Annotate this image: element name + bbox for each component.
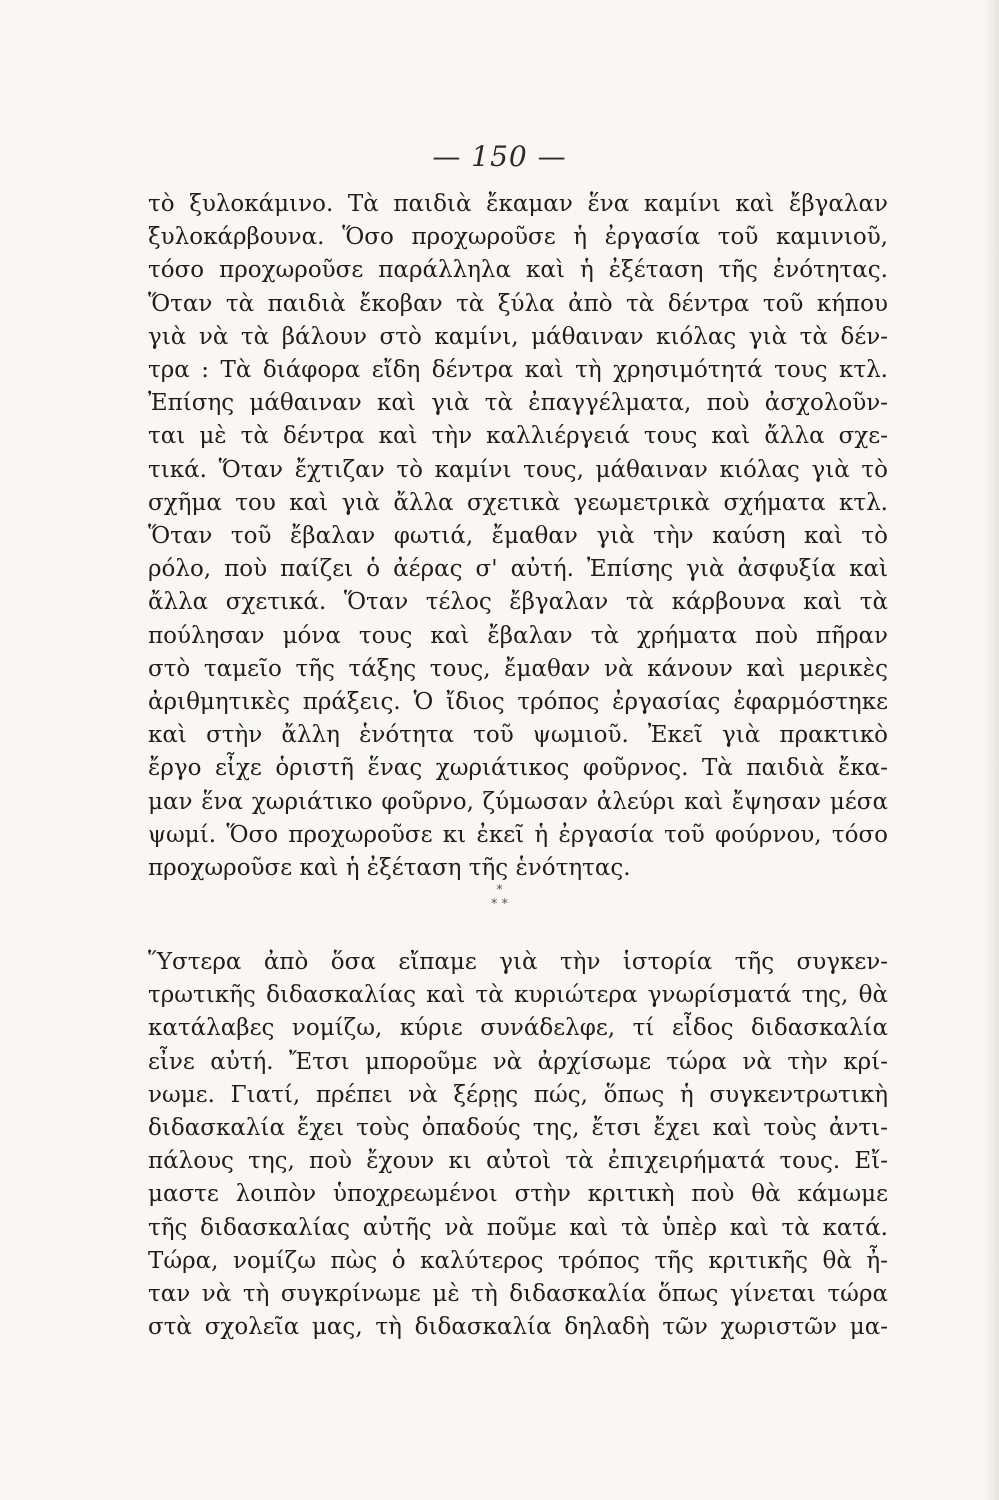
text-line: μαστε λοιπὸν ὑποχρεωμένοι στὴν κριτικὴ ποὺ θὰ κάμωμε [148,1181,888,1208]
text-line: στὰ σχολεῖα μας, τὴ διδασκαλία δηλαδὴ τῶν χωριστῶν μα- [148,1314,888,1341]
text-line: Ὅταν τὰ παιδιὰ ἔκοβαν τὰ ξύλα ἀπὸ τὰ δέντρα τοῦ κήπου [148,290,888,317]
text-line: Τώρα, νομίζω πὼς ὁ καλύτερος τρόπος τῆς κριτικῆς θὰ ἦ- [148,1247,888,1274]
text-line: προχωροῦσε καὶ ἡ ἐξέταση τῆς ἑνότητας. [148,855,631,882]
text-line: ἀριθμητικὲς πράξεις. Ὁ ἴδιος τρόπος ἐργασίας ἐφαρμόστηκε [148,689,888,716]
text-line: πούλησαν μόνα τους καὶ ἔβαλαν τὰ χρήματα ποὺ πῆραν [148,622,888,649]
text-line: ἔργο εἶχε ὁριστῆ ἕνας χωριάτικος φοῦρνος. Τὰ παιδιὰ ἔκα- [148,755,888,782]
text-line: τρωτικῆς διδασκαλίας καὶ τὰ κυριώτερα γνωρίσματά της, θὰ [148,982,888,1009]
text-line: ξυλοκάρβουνα. Ὅσο προχωροῦσε ἡ ἐργασία τοῦ καμινιοῦ, [148,224,888,251]
text-line: πάλους της, ποὺ ἔχουν κι αὐτοὶ τὰ ἐπιχειρήματά τους. Εἴ- [148,1148,888,1175]
text-line: τῆς διδασκαλίας αὐτῆς νὰ ποῦμε καὶ τὰ ὑπὲρ καὶ τὰ κατά. [148,1214,888,1241]
text-line: Ὕστερα ἀπὸ ὅσα εἴπαμε γιὰ τὴν ἱστορία τῆς συγκεν- [148,949,888,975]
text-line: εἶνε αὐτή. Ἔτσι μποροῦμε νὰ ἀρχίσωμε τώρα νὰ τὴν κρί- [148,1048,888,1075]
text-line: ἄλλα σχετικά. Ὅταν τέλος ἔβγαλαν τὰ κάρβουνα καὶ τὰ [148,589,888,616]
text-line: μαν ἕνα χωριάτικο φοῦρνο, ζύμωσαν ἀλεύρι καὶ ἔψησαν μέσα [148,788,888,815]
page-binding-shadow [985,0,999,1500]
paragraph-2 [148,946,888,1344]
text-line: στὸ ταμεῖο τῆς τάξης τους, ἔμαθαν νὰ κάνουν καὶ μερικὲς [148,655,888,682]
text-line: σχῆμα του καὶ γιὰ ἄλλα σχετικὰ γεωμετρικὰ σχήματα κτλ. [148,489,888,516]
page-number: — 150 — [432,140,567,173]
text-line: ψωμί. Ὅσο προχωροῦσε κι ἐκεῖ ἡ ἐργασία τοῦ φούρνου, τόσο [148,821,888,848]
text-line: ται μὲ τὰ δέντρα καὶ τὴν καλλιέργειά τους καὶ ἄλλα σχε- [148,423,888,450]
text-line: καὶ στὴν ἄλλη ἑνότητα τοῦ ψωμιοῦ. Ἐκεῖ γιὰ πρακτικὸ [148,722,888,749]
text-line: Ἐπίσης μάθαιναν καὶ γιὰ τὰ ἐπαγγέλματα, ποὺ ἀσχολοῦν- [148,390,888,417]
separator-top-asterisk: * [496,883,503,898]
text-line: κατάλαβες νομίζω, κύριε συνάδελφε, τί εἶδος διδασκαλία [148,1015,888,1042]
text-line: τρα : Τὰ διάφορα εἴδη δέντρα καὶ τὴ χρησιμότητά τους κτλ. [148,357,888,384]
text-line: τικά. Ὅταν ἔχτιζαν τὸ καμίνι τους, μάθαιναν κιόλας γιὰ τὸ [148,456,888,483]
text-line: ταν νὰ τὴ συγκρίνωμε μὲ τὴ διδασκαλία ὅπως γίνεται τώρα [148,1281,888,1308]
text-line: Ὅταν τοῦ ἔβαλαν φωτιά, ἔμαθαν γιὰ τὴν καύση καὶ τὸ [148,523,888,550]
text-line: τόσο προχωροῦσε παράλληλα καὶ ἡ ἐξέταση τῆς ἑνότητας. [148,257,888,284]
text-line: ρόλο, ποὺ παίζει ὁ ἀέρας σ' αὐτή. Ἐπίσης γιὰ ἀσφυξία καὶ [148,556,888,583]
text-line: διδασκαλία ἔχει τοὺς ὀπαδούς της, ἔτσι ἔχει καὶ τοὺς ἀντι- [148,1115,888,1142]
paragraph-1 [148,188,888,885]
text-line: γιὰ νὰ τὰ βάλουν στὸ καμίνι, μάθαιναν κιόλας γιὰ τὰ δέν- [148,323,888,350]
separator-bottom-asterisks: * * [490,897,509,912]
text-line: νωμε. Γιατί, πρέπει νὰ ξέρῃς πώς, ὅπως ἡ συγκεντρωτικὴ [148,1081,888,1108]
text-line: τὸ ξυλοκάμινο. Τὰ παιδιὰ ἔκαμαν ἕνα καμίνι καὶ ἔβγαλαν [148,191,888,217]
section-separator [0,884,999,912]
